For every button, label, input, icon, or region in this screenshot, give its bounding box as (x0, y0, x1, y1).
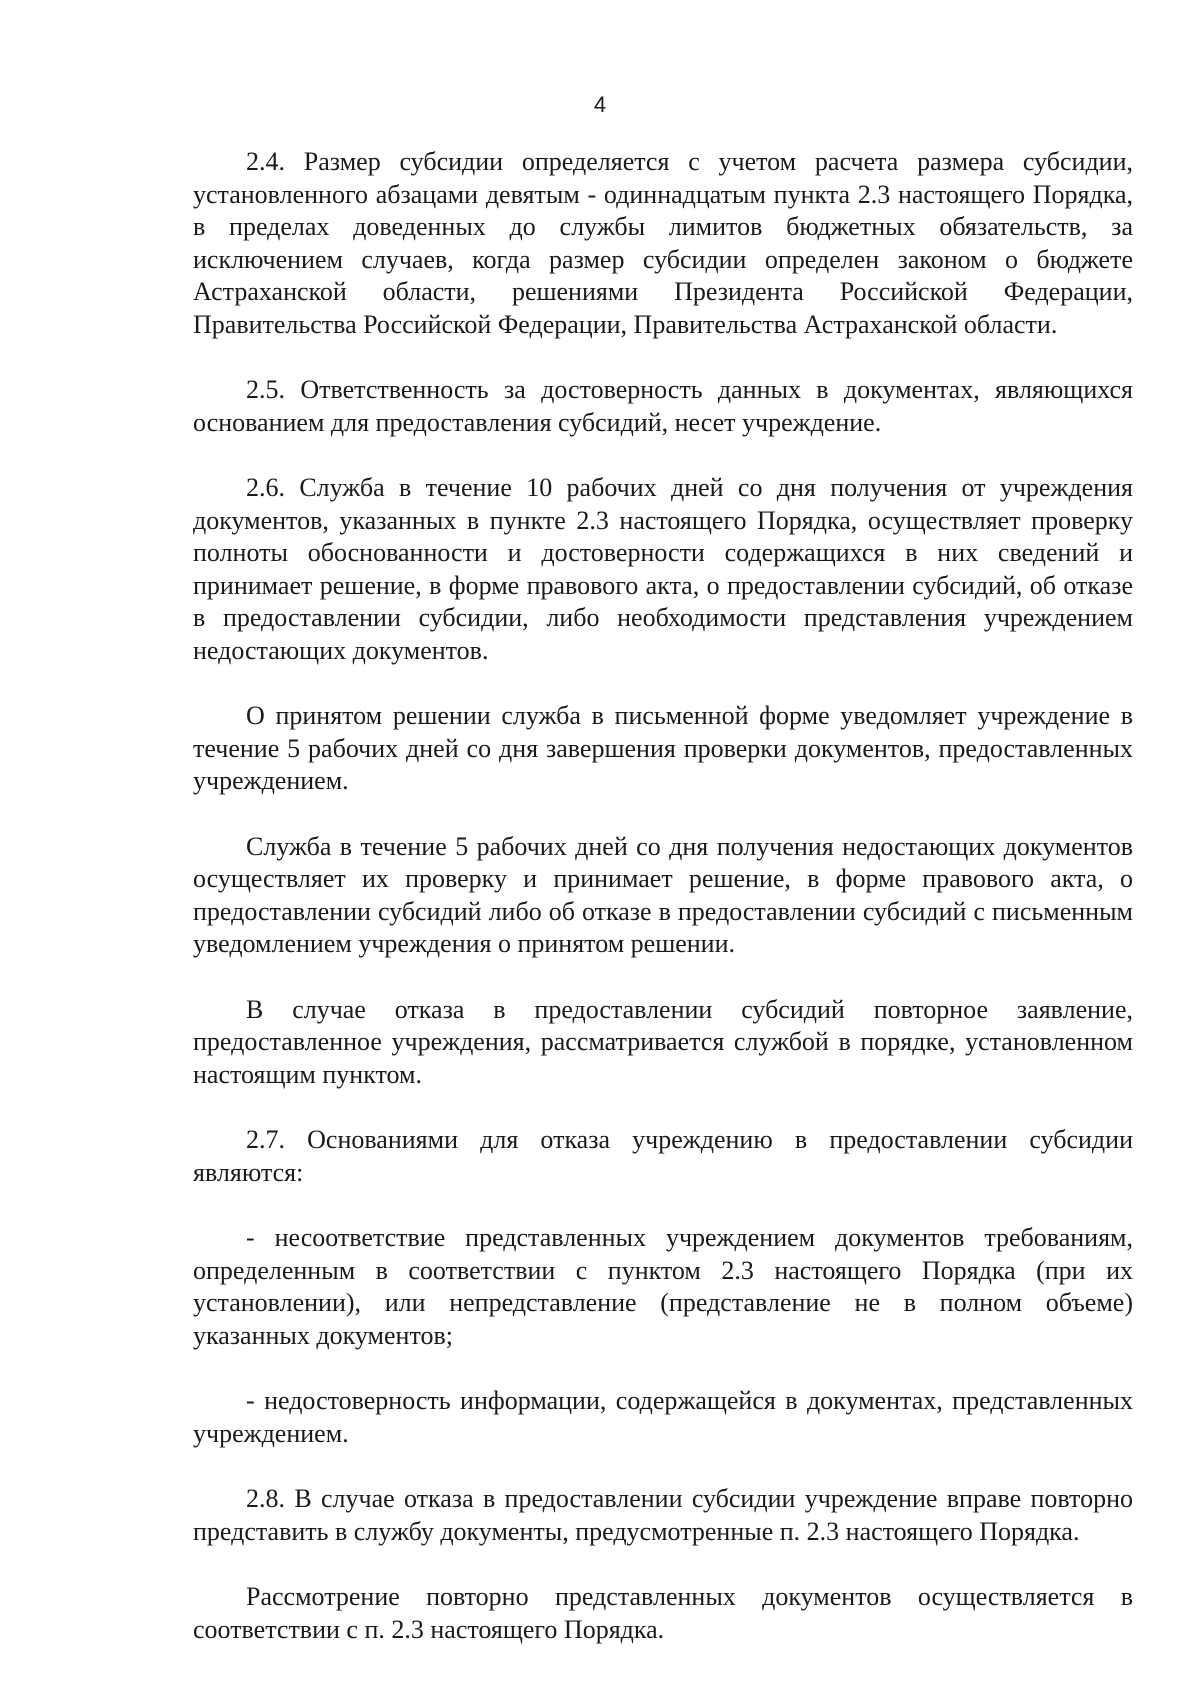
paragraph-2-7: 2.7. Основаниями для отказа учреждению в предоставлении субсидии являются: (193, 1125, 1133, 1187)
paragraph-repeat-application: В случае отказа в предоставлении субсидий повторное заявление, предоставленное учреждения, рассматривается службой в порядке, установленном настоящим пунктом. (193, 994, 1133, 1089)
paragraph-2-8: 2.8. В случае отказа в предоставлении субсидии учреждение вправе повторно представить в службу документы, предусмотренные п. 2.3 настоящего Порядка. (193, 1484, 1133, 1546)
paragraph-2-4: 2.4. Размер субсидии определяется с учетом расчета размера субсидии, установленного абзацами девятым - одиннадцатым пункта 2.3 настоящего Порядка, в пределах доведенных до службы лимитов бюджетных обязательств, за исключением случаев, когда размер субсидии определен законом о бюджете Астраханской области, решениями Президента Российской Федерации, Правительства Российской Федерации, Правительства Астраханской области. (193, 147, 1133, 339)
list-item-unreliability: - недостоверность информации, содержащейся в документах, представленных учреждением. (193, 1386, 1133, 1448)
paragraph-reconsideration: Рассмотрение повторно представленных документов осуществляется в соответствии с п. 2.3 настоящего Порядка. (193, 1582, 1133, 1644)
paragraph-2-6: 2.6. Служба в течение 10 рабочих дней со дня получения от учреждения документов, указанных в пункте 2.3 настоящего Порядка, осуществляет проверку полноты обоснованности и достоверности содержащихся в них сведений и принимает решение, в форме правового акта, о предоставлении субсидий, об отказе в предоставлении субсидии, либо необходимости представления учреждением недостающих документов. (193, 473, 1133, 665)
list-item-nonconformity: - несоответствие представленных учреждением документов требованиям, определенным в соответствии с пунктом 2.3 настоящего Порядка (при их установлении), или непредставление (представление не в полном объеме) указанных документов; (193, 1223, 1133, 1350)
paragraph-notification: О принятом решении служба в письменной форме уведомляет учреждение в течение 5 рабочих дней со дня завершения проверки документов, предоставленных учреждением. (193, 701, 1133, 795)
paragraph-missing-documents: Служба в течение 5 рабочих дней со дня получения недостающих документов осуществляет их проверку и принимает решение, в форме правового акта, о предоставлении субсидий либо об отказе в предоставлении субсидий с письменным уведомлением учреждения о принятом решении. (193, 831, 1133, 958)
document-body (193, 146, 1133, 1646)
paragraph-2-5: 2.5. Ответственность за достоверность данных в документах, являющихся основанием для предоставления субсидий, несет учреждение. (193, 375, 1133, 437)
page-number: 4 (593, 92, 607, 117)
